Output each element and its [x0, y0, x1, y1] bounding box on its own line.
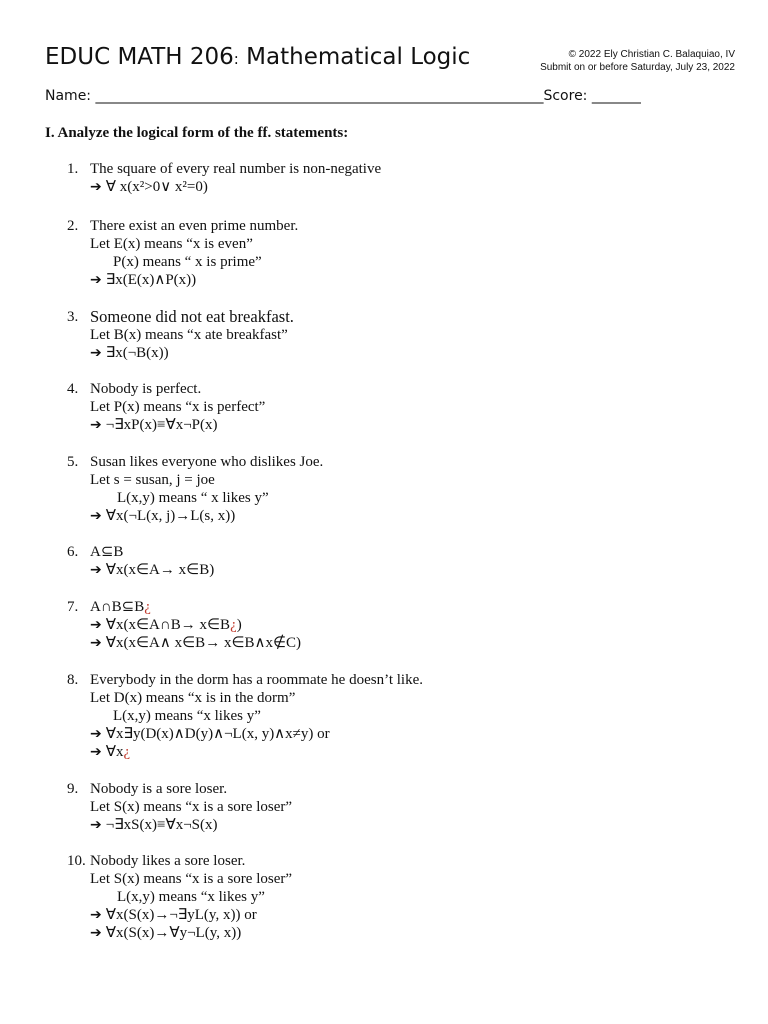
answer-formula-alt: ∀x(x∈A∧ x∈B→ x∈B∧x∉C) — [105, 635, 302, 651]
answer-formula: ∃x(¬B(x)) — [105, 345, 169, 361]
question-number: 7. — [67, 599, 79, 615]
arrow-icon: ➔ — [90, 635, 102, 651]
answer-formula: ¬∃xS(x)≡∀x¬S(x) — [105, 817, 218, 833]
deadline-text: Submit on or before Saturday, July 23, 2022 — [540, 61, 735, 73]
arrow-icon: ➔ — [90, 562, 102, 578]
course-subject: Mathematical Logic — [238, 44, 471, 70]
document-title — [45, 44, 470, 70]
question-text: Someone did not eat breakfast. — [90, 307, 294, 326]
definition-line: Let D(x) means “x is in the dorm” — [90, 690, 296, 706]
answer-line-alt — [90, 924, 292, 942]
answer-line — [90, 416, 265, 434]
answer-line-alt — [90, 743, 423, 761]
definition-line: Let S(x) means “x is a sore loser” — [90, 871, 293, 887]
name-score-line: Name: ________________________________________________________________Score: _______ — [45, 88, 641, 104]
definition-line: Let E(x) means “x is even” — [90, 236, 253, 252]
answer-formula: ¬∃xP(x)≡∀x¬P(x) — [105, 417, 218, 433]
answer-formula: ∀ x(x²>0∨ x²=0) — [105, 179, 208, 195]
answer-formula: ∀x∃y(D(x)∧D(y)∧¬L(x, y)∧x≠y) — [105, 726, 314, 742]
definition-line: L(x,y) means “x likes y” — [113, 708, 261, 724]
question-text: Nobody is a sore loser. — [90, 781, 228, 797]
question-text: Nobody likes a sore loser. — [90, 853, 246, 869]
answer-line — [90, 725, 423, 743]
title-separator: : — [233, 50, 239, 68]
arrow-icon: ➔ — [90, 907, 102, 923]
copyright-block — [540, 49, 735, 74]
arrow-icon: ➔ — [90, 508, 102, 524]
answer-line — [90, 616, 301, 634]
arrow-icon: ➔ — [90, 417, 102, 433]
answer-formula-alt: ∀x¿ — [105, 744, 131, 760]
answer-formula-alt: ∀x(S(x)→∀y¬L(y, x)) — [105, 925, 242, 941]
arrow-icon: ➔ — [90, 345, 102, 361]
definition-line: Let P(x) means “x is perfect” — [90, 399, 266, 415]
question-number: 3. — [67, 309, 79, 325]
answer-suffix: or — [313, 726, 330, 742]
question-number: 6. — [67, 544, 79, 560]
arrow-icon: ➔ — [90, 617, 102, 633]
question-number: 5. — [67, 454, 79, 470]
definition-line: P(x) means “ x is prime” — [113, 254, 262, 270]
arrow-icon: ➔ — [90, 726, 102, 742]
answer-line-alt — [90, 634, 301, 652]
question-text: Nobody is perfect. — [90, 381, 202, 397]
question-number: 2. — [67, 218, 79, 234]
definition-line: Let B(x) means “x ate breakfast” — [90, 327, 288, 343]
arrow-icon: ➔ — [90, 272, 102, 288]
arrow-icon: ➔ — [90, 744, 102, 760]
answer-formula: ∀x(x∈A∩B→ x∈B¿) — [105, 617, 242, 633]
arrow-icon: ➔ — [90, 925, 102, 941]
question-number: 8. — [67, 672, 79, 688]
section-heading: I. Analyze the logical form of the ff. statements: — [45, 125, 349, 141]
question-text: Susan likes everyone who dislikes Joe. — [90, 454, 324, 470]
question-text: A∩B⊆B¿ — [90, 599, 151, 615]
question-text: A⊆B — [90, 544, 124, 560]
answer-suffix: or — [240, 907, 257, 923]
answer-formula: ∃x(E(x)∧P(x)) — [105, 272, 197, 288]
answer-line — [90, 816, 292, 834]
question-text: Everybody in the dorm has a roommate he doesn’t like. — [90, 672, 423, 688]
definition-line: L(x,y) means “ x likes y” — [117, 490, 269, 506]
arrow-icon: ➔ — [90, 817, 102, 833]
answer-line — [90, 178, 381, 196]
question-number: 9. — [67, 781, 79, 797]
question-number: 1. — [67, 161, 79, 177]
question-number: 10. — [67, 853, 86, 869]
definition-line: L(x,y) means “x likes y” — [117, 889, 265, 905]
answer-line — [90, 507, 323, 525]
answer-formula: ∀x(S(x)→¬∃yL(y, x)) — [105, 907, 241, 923]
answer-line — [90, 561, 214, 579]
answer-line — [90, 344, 294, 362]
question-number: 4. — [67, 381, 79, 397]
arrow-icon: ➔ — [90, 179, 102, 195]
course-code: EDUC MATH 206 — [45, 44, 234, 70]
question-text: There exist an even prime number. — [90, 218, 299, 234]
definition-line: Let s = susan, j = joe — [90, 472, 215, 488]
question-text: The square of every real number is non-negative — [90, 161, 382, 177]
answer-formula: ∀x(x∈A→ x∈B) — [105, 562, 215, 578]
answer-formula: ∀x(¬L(x, j)→L(s, x)) — [105, 508, 236, 524]
answer-line — [90, 906, 292, 924]
answer-line — [90, 271, 298, 289]
copyright-text: © 2022 Ely Christian C. Balaquiao, IV — [568, 49, 735, 60]
definition-line: Let S(x) means “x is a sore loser” — [90, 799, 293, 815]
